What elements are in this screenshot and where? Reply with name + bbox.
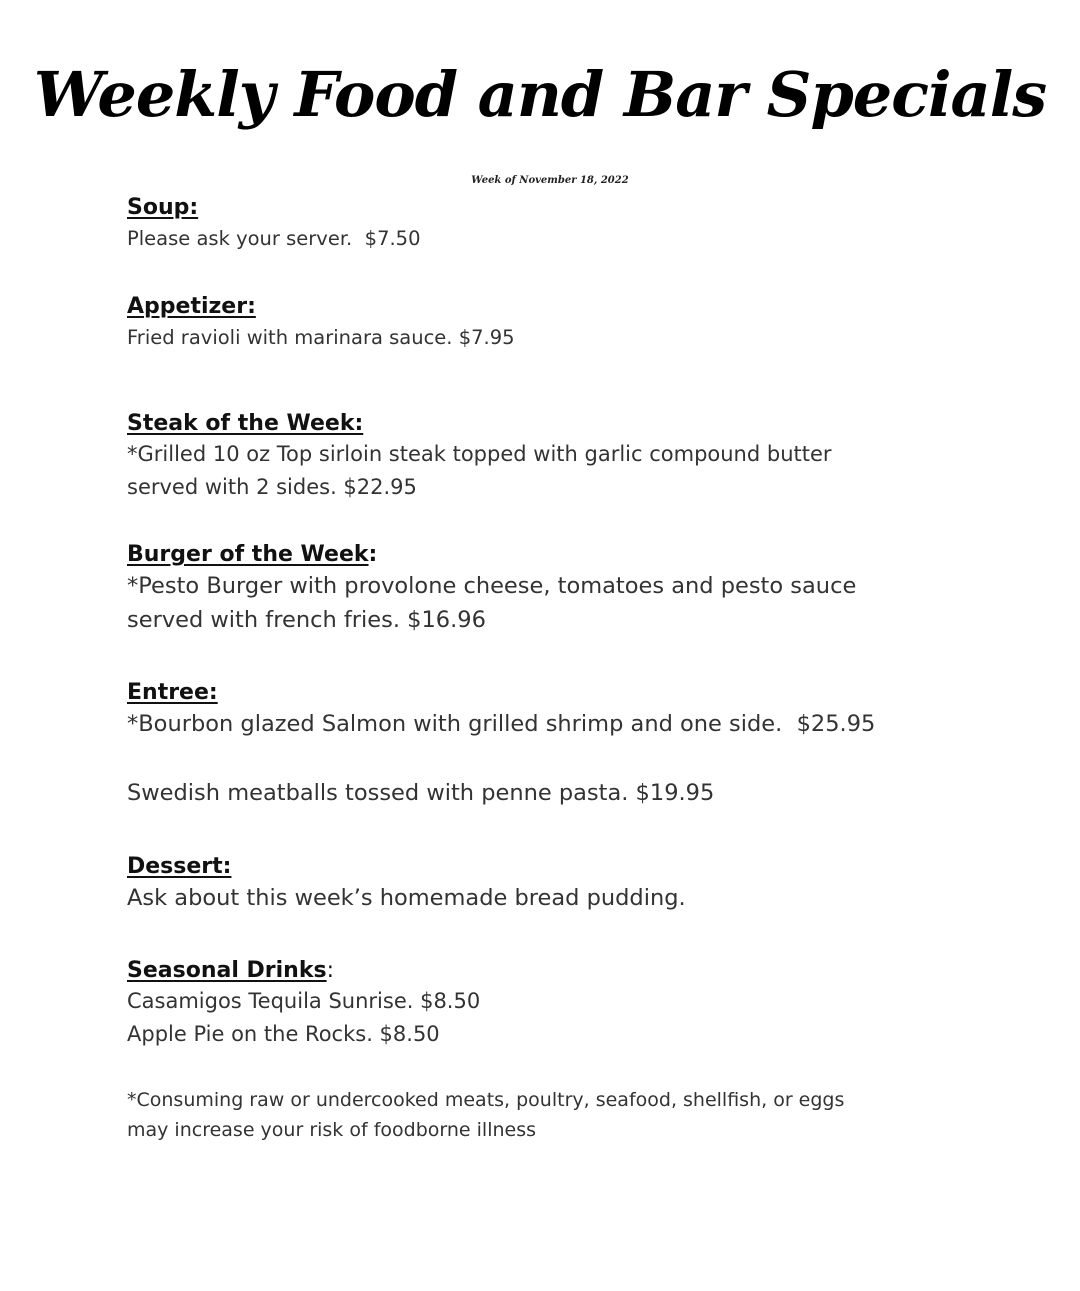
dessert-description: Ask about this week’s homemade bread pudding. <box>127 885 686 911</box>
entree-item-1: *Bourbon glazed Salmon with grilled shrimp and one side. $25.95 <box>127 711 876 737</box>
drinks-section <box>127 957 957 1051</box>
burger-section <box>127 541 957 637</box>
dessert-heading: Dessert: <box>127 854 232 879</box>
disclaimer <box>127 1085 957 1145</box>
dessert-section <box>127 853 957 915</box>
steak-heading: Steak of the Week: <box>127 411 364 436</box>
burger-heading: Burger of the Week: <box>127 542 378 567</box>
soup-heading: Soup: <box>127 195 199 220</box>
steak-description-line-2: served with 2 sides. $22.95 <box>127 475 417 499</box>
burger-description-line-1: *Pesto Burger with provolone cheese, tomatoes and pesto sauce <box>127 573 857 599</box>
steak-description-line-1: *Grilled 10 oz Top sirloin steak topped with garlic compound butter <box>127 442 832 466</box>
soup-section <box>127 194 957 255</box>
entree-section <box>127 679 957 810</box>
page-title: Weekly Food and Bar Specials <box>33 58 1047 131</box>
disclaimer-line-1: *Consuming raw or undercooked meats, poultry, seafood, shellfish, or eggs <box>127 1089 845 1111</box>
entree-item-2: Swedish meatballs tossed with penne pasta. $19.95 <box>127 780 715 806</box>
week-date: Week of November 18, 2022 <box>471 175 629 186</box>
burger-description-line-2: served with french fries. $16.96 <box>127 607 486 633</box>
appetizer-section <box>127 293 957 354</box>
steak-section <box>127 410 957 504</box>
appetizer-heading: Appetizer: <box>127 294 256 319</box>
soup-description: Please ask your server. $7.50 <box>127 227 421 250</box>
drinks-heading: Seasonal Drinks: <box>127 958 334 983</box>
drink-item-2: Apple Pie on the Rocks. $8.50 <box>127 1022 440 1046</box>
appetizer-description: Fried ravioli with marinara sauce. $7.95 <box>127 326 515 349</box>
entree-heading: Entree: <box>127 680 218 705</box>
drink-item-1: Casamigos Tequila Sunrise. $8.50 <box>127 989 481 1013</box>
disclaimer-line-2: may increase your risk of foodborne illness <box>127 1119 537 1141</box>
